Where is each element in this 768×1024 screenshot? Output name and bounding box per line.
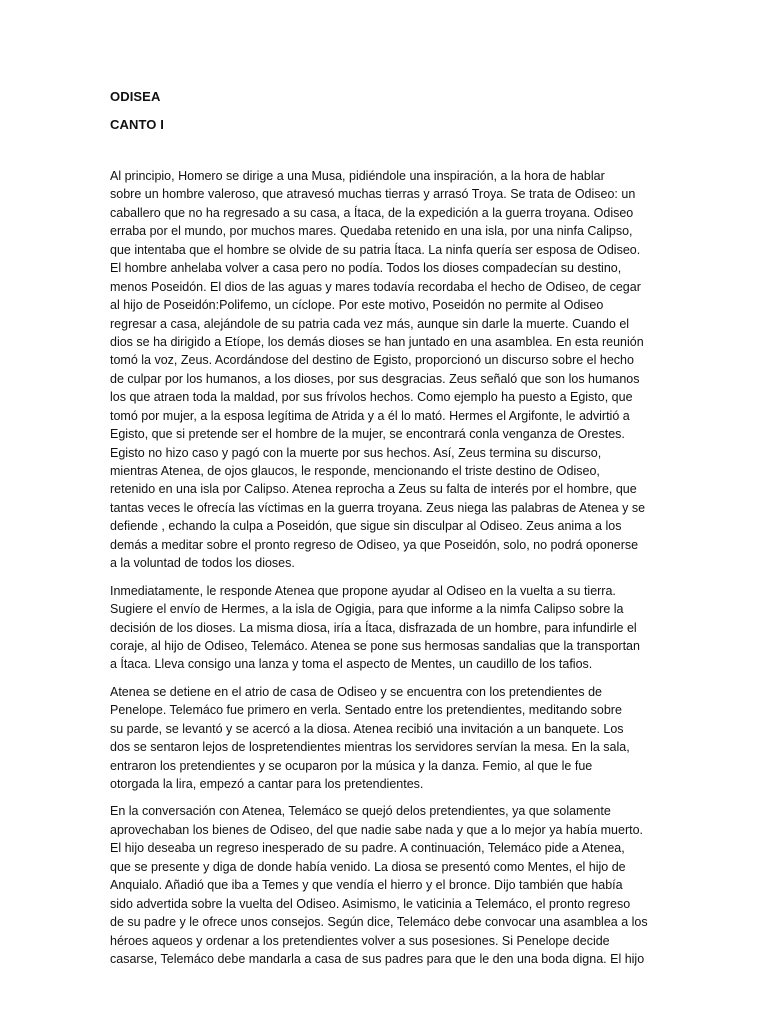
- text-line: El hombre anhelaba volver a casa pero no podía. Todos los dioses compadecían su destino,: [110, 261, 622, 276]
- text-line: dos se sentaron lejos de lospretendientes mientras los servidores servían la mesa. En la sala,: [110, 740, 630, 755]
- body-paragraph: [110, 582, 658, 674]
- text-line: Atenea se detiene en el atrio de casa de Odiseo y se encuentra con los pretendientes de: [110, 684, 602, 699]
- text-line: de culpar por los humanos, a los dioses, por sus desgracias. Zeus señaló que son los humanos: [110, 371, 640, 386]
- text-line: de su padre y le ofrece unos consejos. Según dice, Telemáco debe convocar una asamblea a los: [110, 915, 648, 930]
- text-line: retenido en una isla por Calipso. Atenea reprocha a Zeus su falta de interés por el hombre, que: [110, 482, 637, 497]
- text-line: que se presente y diga de donde había venido. La diosa se presentó como Mentes, el hijo de: [110, 859, 626, 874]
- text-line: su parde, se levantó y se acercó a la diosa. Atenea recibió una invitación a un banquete. Los: [110, 721, 624, 736]
- text-line: héroes aqueos y ordenar a los pretendientes volver a sus posesiones. Si Penelope decide: [110, 933, 610, 948]
- text-line: tomó por mujer, a la esposa legítima de Atrida y a él lo mató. Hermes el Argifonte, le advirtió a: [110, 408, 630, 423]
- text-line: otorgada la lira, empezó a cantar para los pretendientes.: [110, 777, 424, 791]
- text-line: a Ítaca. Lleva consigo una lanza y toma el aspecto de Mentes, un caudillo de los tafios.: [110, 657, 593, 672]
- text-line: los que atraen toda la maldad, por sus frívolos hechos. Como ejemplo ha puesto a Egisto, que: [110, 390, 633, 405]
- text-line: al hijo de Poseidón:Polifemo, un cíclope. Por este motivo, Poseidón no permite al Odiseo: [110, 298, 604, 313]
- text-line: El hijo deseaba un regreso inesperado de su padre. A continuación, Telemáco pide a Atenea,: [110, 841, 625, 856]
- text-line: sido advertida sobre la vuelta del Odiseo. Asimismo, le vaticinia a Telemáco, el pronto regreso: [110, 896, 631, 911]
- body-paragraph: [110, 683, 658, 794]
- document-title: ODISEA: [110, 89, 161, 104]
- text-line: Sugiere el envío de Hermes, a la isla de Ogigia, para que informe a la nimfa Calipso sobre la: [110, 602, 624, 617]
- text-line: casarse, Telemáco debe mandarla a casa de sus padres para que le den una boda digna. El hijo: [110, 951, 645, 966]
- text-line: erraba por el mundo, por muchos mares. Quedaba retenido en una isla, por una ninfa Calipso,: [110, 224, 633, 239]
- text-line: Al principio, Homero se dirige a una Musa, pidiéndole una inspiración, a la hora de hablar: [110, 169, 605, 183]
- text-line: Inmediatamente, le responde Atenea que propone ayudar al Odiseo en la vuelta a su tierra.: [110, 583, 616, 598]
- text-line: tantas veces le ofrecía las víctimas en la guerra troyana. Zeus niega las palabras de Atenea y se: [110, 500, 646, 515]
- text-line: regresar a casa, alejándole de su patria cada vez más, aunque sin darle la muerte. Cuando el: [110, 316, 630, 331]
- text-line: aprovechaban los bienes de Odiseo, del que nadie sabe nada y que a lo mejor ya había muerto.: [110, 822, 644, 837]
- canto-heading: CANTO I: [110, 117, 164, 132]
- text-line: defiende , echando la culpa a Poseidón, que sigue sin disculpar al Odiseo. Zeus anima a los: [110, 519, 622, 534]
- text-line: Penelope. Telemáco fue primero en verla. Sentado entre los pretendientes, meditando sobre: [110, 703, 622, 718]
- text-line: dios se ha dirigido a Etíope, los demás dioses se han juntado en una asamblea. En esta reunión: [110, 334, 644, 349]
- text-line: entraron los pretendientes y se ocuparon por la música y la danza. Femio, al que le fue: [110, 758, 593, 773]
- text-line: Anquialo. Añadió que iba a Temes y que vendía el hierro y el bronce. Dijo también que había: [110, 878, 623, 893]
- text-line: sobre un hombre valeroso, que atravesó muchas tierras y arrasó Troya. Se trata de Odiseo: un: [110, 187, 636, 202]
- text-line: decisión de los dioses. La misma diosa, iría a Ítaca, disfrazada de un hombre, para infundirle el: [110, 620, 637, 635]
- body-paragraph: [110, 167, 658, 573]
- text-line: menos Poseidón. El dios de las aguas y mares todavía recordaba el hecho de Odiseo, de cegar: [110, 279, 641, 294]
- text-line: a la voluntad de todos los dioses.: [110, 556, 295, 571]
- text-line: caballero que no ha regresado a su casa, a Ítaca, de la expedición a la guerra troyana. Odiseo: [110, 205, 634, 220]
- document-body: [110, 167, 658, 977]
- text-line: En la conversación con Atenea, Telemáco se quejó delos pretendientes, ya que solamente: [110, 804, 611, 819]
- text-line: coraje, al hijo de Odiseo, Telemáco. Atenea se pone sus hermosas sandalias que la transportan: [110, 638, 640, 653]
- text-line: mientras Atenea, de ojos glaucos, le responde, mencionando el triste destino de Odiseo,: [110, 464, 600, 478]
- text-line: Egisto, que si pretende ser el hombre de la mujer, se encontrará conla venganza de Orestes.: [110, 427, 625, 442]
- body-paragraph: [110, 802, 658, 968]
- text-line: Egisto no hizo caso y pagó con la muerte por sus hechos. Así, Zeus termina su discurso,: [110, 445, 602, 460]
- text-line: que intentaba que el hombre se olvide de su patria Ítaca. La ninfa quería ser esposa de Odiseo.: [110, 242, 641, 257]
- text-line: demás a meditar sobre el pronto regreso de Odiseo, ya que Poseidón, solo, no podrá oponerse: [110, 537, 639, 552]
- text-line: tomó la voz, Zeus. Acordándose del destino de Egisto, proporcionó un discurso sobre el hecho: [110, 353, 634, 368]
